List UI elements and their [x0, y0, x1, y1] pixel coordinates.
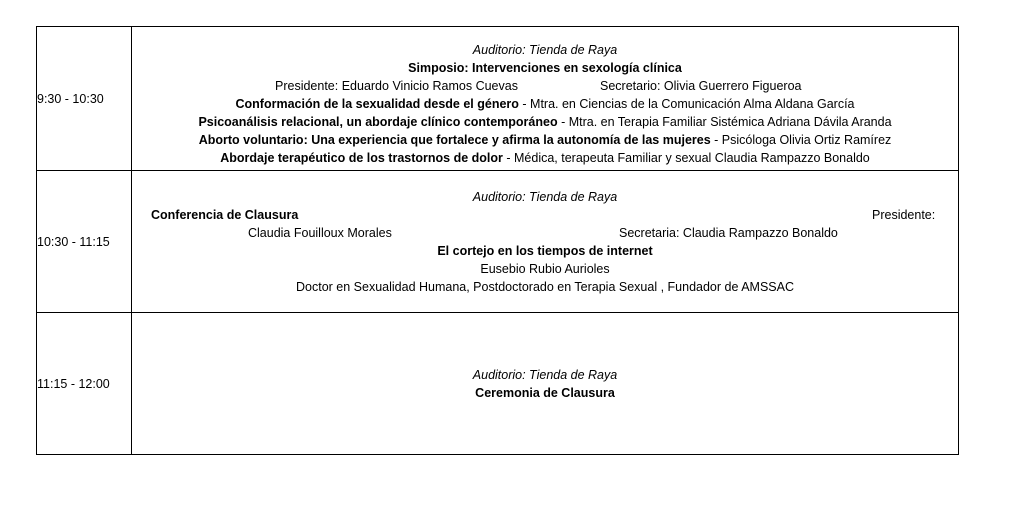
talk-speaker: - Médica, terapeuta Familiar y sexual Claudia Rampazzo Bonaldo [502, 150, 870, 165]
time-label: 11:15 - 12:00 [37, 376, 110, 391]
conference-label: Conferencia de Clausura [151, 208, 299, 222]
table-row [37, 27, 959, 171]
president-label: Presidente: [872, 208, 936, 222]
venue-label: Auditorio: Tienda de Raya [472, 190, 618, 204]
session-title: Simposio: Intervenciones en sexología clínica [408, 60, 682, 75]
officers-line [132, 77, 958, 95]
president-name: Claudia Fouilloux Morales [248, 226, 392, 240]
session-content [132, 313, 958, 454]
session-content [132, 171, 958, 312]
secretary-label: Secretario: Olivia Guerrero Figueroa [600, 78, 802, 93]
talk-title: Aborto voluntario: Una experiencia que fortalece y afirma la autonomía de las mujeres [198, 132, 711, 147]
table-row [37, 313, 959, 455]
talk-title: Abordaje terapéutico de los trastornos de dolor [220, 150, 503, 165]
table-row [37, 171, 959, 313]
talk-title: Conformación de la sexualidad desde el género [235, 96, 519, 111]
talk-title: Psicoanálisis relacional, un abordaje clínico contemporáneo [198, 114, 558, 129]
talk-line [132, 113, 958, 131]
president-label: Presidente: Eduardo Vinicio Ramos Cuevas [275, 78, 518, 93]
venue-label: Auditorio: Tienda de Raya [472, 42, 618, 57]
speaker-credentials: Doctor en Sexualidad Humana, Postdoctorado en Terapia Sexual , Fundador de AMSSAC [296, 280, 794, 294]
talk-line [132, 131, 958, 149]
time-cell [37, 171, 132, 313]
time-label: 9:30 - 10:30 [37, 91, 104, 106]
schedule-table [36, 26, 959, 455]
venue-label: Auditorio: Tienda de Raya [472, 368, 618, 382]
session-cell [132, 313, 959, 455]
speaker-name: Eusebio Rubio Aurioles [480, 262, 610, 276]
session-cell [132, 27, 959, 171]
time-cell [37, 313, 132, 455]
talk-speaker: - Mtra. en Terapia Familiar Sistémica Adriana Dávila Aranda [557, 114, 892, 129]
session-content [132, 32, 958, 166]
session-title: Ceremonia de Clausura [475, 386, 615, 400]
talk-speaker: - Mtra. en Ciencias de la Comunicación Alma Aldana García [518, 96, 855, 111]
session-cell [132, 171, 959, 313]
talk-line [132, 95, 958, 113]
time-label: 10:30 - 11:15 [37, 234, 110, 249]
talk-title: El cortejo en los tiempos de internet [437, 244, 653, 258]
talk-line [132, 149, 958, 167]
time-cell [37, 27, 132, 171]
secretary-label: Secretaria: Claudia Rampazzo Bonaldo [619, 226, 838, 240]
talk-speaker: - Psicóloga Olivia Ortiz Ramírez [710, 132, 892, 147]
